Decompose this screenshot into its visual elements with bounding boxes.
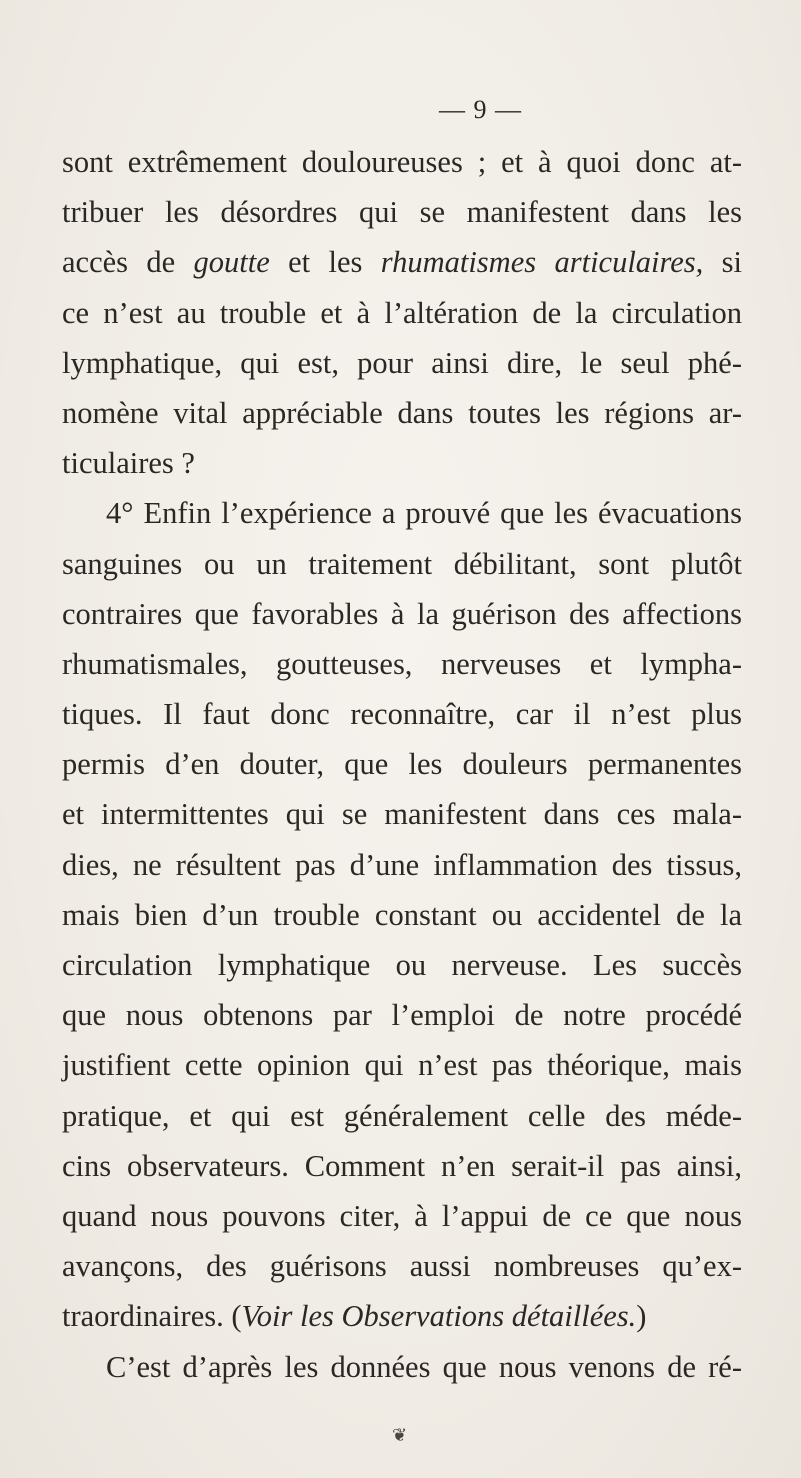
text-line: justifient cette opinion qui n’est pas théorique, mais [62,1048,742,1083]
text-line: mais bien d’un trouble constant ou accidentel de la [62,897,742,932]
text-line: quand nous pouvons citer, à l’appui de ce que nous [62,1198,742,1233]
italic-text: Voir les Observations détaillées. [241,1299,637,1334]
paragraph-start-line: C’est d’après les données que nous venons de ré- [106,1349,742,1384]
text-line: pratique, et qui est généralement celle des méde- [62,1098,742,1133]
page-number: — 9 — [439,95,522,124]
text-line: et intermittentes qui se manifestent dans ces mala- [62,797,742,832]
text-line: nomène vital appréciable dans toutes les régions ar- [62,395,742,430]
text-run: accès de [62,245,194,280]
paragraph-end-line: ticulaires ? [62,446,195,481]
text-line [62,1291,742,1341]
printer-ornament-mark: ❦ [392,1425,408,1445]
text-line: rhumatismales, goutteuses, nerveuses et lympha- [62,646,742,681]
text-line: permis d’en douter, que les douleurs permanentes [62,747,742,782]
paragraph-start-line: 4° Enfin l’expérience a prouvé que les évacuations [106,496,742,531]
text-line: avançons, des guérisons aussi nombreuses qu’ex- [62,1249,742,1284]
italic-text: rhumatismes articulaires, [380,245,704,280]
text-line [62,237,742,287]
body-text [62,137,742,1392]
text-run: et les [269,245,381,280]
text-line: circulation lymphatique ou nerveuse. Les succès [62,948,742,982]
text-run: traordinaires. ( [62,1299,242,1334]
text-line: tiques. Il faut donc reconnaître, car il n’est plus [62,697,742,732]
text-run: si [703,245,742,280]
text-line: sont extrêmement douloureuses ; et à quoi donc at- [62,145,742,179]
text-line: sanguines ou un traitement débilitant, sont plutôt [62,546,742,581]
text-run: ) [636,1299,647,1334]
text-line: lymphatique, qui est, pour ainsi dire, le seul phé- [62,345,742,380]
text-line: contraires que favorables à la guérison des affections [62,596,742,631]
text-line: dies, ne résultent pas d’une inflammation des tissus, [62,847,742,882]
italic-text: goutte [193,245,270,280]
text-line: que nous obtenons par l’emploi de notre procédé [62,998,742,1033]
text-line: ce n’est au trouble et à l’altération de la circulation [62,295,742,330]
text-line: tribuer les désordres qui se manifestent dans les [62,195,742,230]
text-line: cins observateurs. Comment n’en serait-il pas ainsi, [62,1148,742,1183]
